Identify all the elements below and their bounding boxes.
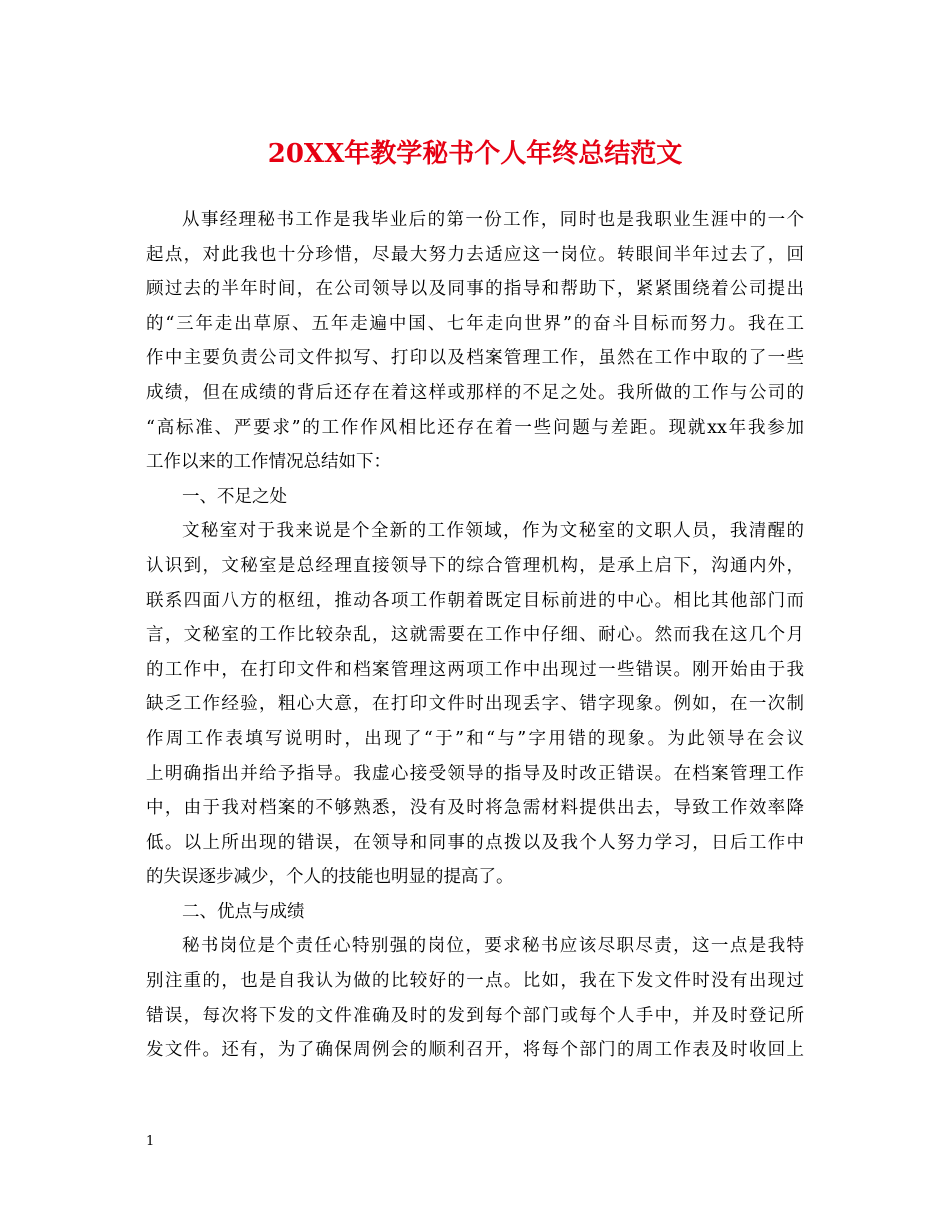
text-line: 低。以上所出现的错误，在领导和同事的点拨以及我个人努力学习，日后工作中 <box>146 832 804 853</box>
text-line: 作中主要负责公司文件拟写、打印以及档案管理工作，虽然在工作中取的了一些 <box>146 348 804 369</box>
text-line: 缺乏工作经验，粗心大意，在打印文件时出现丢字、错字现象。例如，在一次制 <box>146 694 804 715</box>
text-line: 文秘室对于我来说是个全新的工作领域，作为文秘室的文职人员，我清醒的 <box>182 521 804 542</box>
text-line: 作周工作表填写说明时，出现了“于”和“与”字用错的现象。为此领导在会议 <box>146 728 804 749</box>
text-line: 秘书岗位是个责任心特别强的岗位，要求秘书应该尽职尽责，这一点是我特 <box>182 936 804 957</box>
text-line: 起点，对此我也十分珍惜，尽最大努力去适应这一岗位。转眼间半年过去了，回 <box>146 244 804 265</box>
text-line: 中，由于我对档案的不够熟悉，没有及时将急需材料提供出去，导致工作效率降 <box>146 798 804 819</box>
text-line: 从事经理秘书工作是我毕业后的第一份工作，同时也是我职业生涯中的一个 <box>182 210 804 230</box>
text-line: “高标准、严要求”的工作作风相比还存在着一些问题与差距。现就xx年我参加 <box>146 417 804 438</box>
text-line: 一、不足之处 <box>182 486 287 507</box>
text-line: 发文件。还有，为了确保周例会的顺利召开，将每个部门的周工作表及时收回上 <box>146 1040 804 1061</box>
text-line: 认识到，文秘室是总经理直接领导下的综合管理机构，是承上启下，沟通内外， <box>146 555 804 576</box>
text-line: 联系四面八方的枢纽，推动各项工作朝着既定目标前进的中心。相比其他部门而 <box>146 590 804 611</box>
page-number: 1 <box>146 1134 155 1149</box>
text-line: 别注重的，也是自我认为做的比较好的一点。比如，我在下发文件时没有出现过 <box>146 971 804 992</box>
document-title: 20XX年教学秘书个人年终总结范文 <box>267 139 683 169</box>
text-line: 上明确指出并给予指导。我虚心接受领导的指导及时改正错误。在档案管理工作 <box>146 763 804 784</box>
document-body <box>146 203 804 1068</box>
text-line: 二、优点与成绩 <box>182 901 305 922</box>
text-line: 顾过去的半年时间，在公司领导以及同事的指导和帮助下，紧紧围绕着公司提出 <box>146 279 804 300</box>
text-line: 成绩，但在成绩的背后还存在着这样或那样的不足之处。我所做的工作与公司的 <box>146 382 804 403</box>
text-line: 言，文秘室的工作比较杂乱，这就需要在工作中仔细、耐心。然而我在这几个月 <box>146 625 804 646</box>
text-line: 的失误逐步减少，个人的技能也明显的提高了。 <box>146 867 514 888</box>
text-line: 的工作中，在打印文件和档案管理这两项工作中出现过一些错误。刚开始由于我 <box>146 659 804 680</box>
text-line: 工作以来的工作情况总结如下： <box>146 452 391 473</box>
text-line: 的“三年走出草原、五年走遍中国、七年走向世界”的奋斗目标而努力。我在工 <box>146 313 804 334</box>
text-line: 错误，每次将下发的文件准确及时的发到每个部门或每个人手中，并及时登记所 <box>146 1005 804 1026</box>
